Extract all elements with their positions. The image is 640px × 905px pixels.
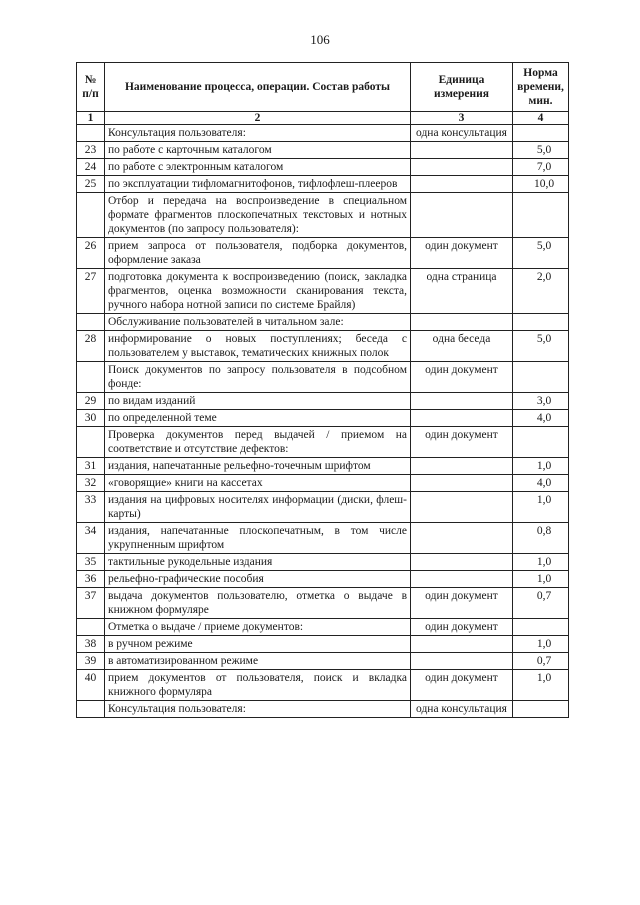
row-description: Консультация пользователя:	[105, 701, 411, 718]
row-number: 37	[77, 588, 105, 619]
table-row	[77, 331, 569, 362]
table-row	[77, 193, 569, 238]
table-row	[77, 269, 569, 314]
table-row	[77, 475, 569, 492]
row-unit: один документ	[411, 427, 513, 458]
row-number	[77, 701, 105, 718]
row-norm: 5,0	[513, 142, 569, 159]
row-description: в ручном режиме	[105, 636, 411, 653]
table-row	[77, 636, 569, 653]
row-norm: 1,0	[513, 670, 569, 701]
header-name: Наименование процесса, операции. Состав работы	[105, 63, 411, 112]
row-norm: 4,0	[513, 410, 569, 427]
row-description: тактильные рукодельные издания	[105, 554, 411, 571]
row-norm: 0,8	[513, 523, 569, 554]
table-row	[77, 142, 569, 159]
row-norm: 1,0	[513, 458, 569, 475]
row-number: 26	[77, 238, 105, 269]
row-number	[77, 193, 105, 238]
column-index: 1	[77, 112, 105, 125]
header-unit: Единица измерения	[411, 63, 513, 112]
table-row	[77, 427, 569, 458]
column-index: 3	[411, 112, 513, 125]
row-description: Отметка о выдаче / приеме документов:	[105, 619, 411, 636]
row-norm: 5,0	[513, 331, 569, 362]
row-number: 25	[77, 176, 105, 193]
table-row	[77, 554, 569, 571]
table-row	[77, 410, 569, 427]
table-row	[77, 159, 569, 176]
column-index: 4	[513, 112, 569, 125]
row-description: в автоматизированном режиме	[105, 653, 411, 670]
row-unit: одна консультация	[411, 125, 513, 142]
row-norm	[513, 619, 569, 636]
row-norm: 1,0	[513, 554, 569, 571]
row-description: по работе с карточным каталогом	[105, 142, 411, 159]
row-number: 34	[77, 523, 105, 554]
row-number: 39	[77, 653, 105, 670]
table-row	[77, 176, 569, 193]
row-number	[77, 125, 105, 142]
row-unit: один документ	[411, 588, 513, 619]
row-unit: одна консультация	[411, 701, 513, 718]
row-number: 40	[77, 670, 105, 701]
table-row	[77, 314, 569, 331]
row-norm: 0,7	[513, 588, 569, 619]
row-description: информирование о новых поступлениях; беседа с пользователем у выставок, тематических книжных полок	[105, 331, 411, 362]
row-unit	[411, 393, 513, 410]
column-index-row	[77, 112, 569, 125]
row-description: прием документов от пользователя, поиск и вкладка книжного формуляра	[105, 670, 411, 701]
row-number	[77, 427, 105, 458]
table-row	[77, 653, 569, 670]
row-norm: 1,0	[513, 492, 569, 523]
row-number: 28	[77, 331, 105, 362]
row-unit	[411, 653, 513, 670]
row-unit	[411, 176, 513, 193]
row-unit	[411, 636, 513, 653]
row-description: издания, напечатанные рельефно-точечным шрифтом	[105, 458, 411, 475]
row-description: по определенной теме	[105, 410, 411, 427]
row-description: Проверка документов перед выдачей / приемом на соответствие и отсутствие дефектов:	[105, 427, 411, 458]
row-norm: 7,0	[513, 159, 569, 176]
row-unit: один документ	[411, 619, 513, 636]
row-unit	[411, 523, 513, 554]
table-body	[77, 125, 569, 718]
row-norm: 10,0	[513, 176, 569, 193]
row-unit	[411, 458, 513, 475]
row-number	[77, 619, 105, 636]
norms-table	[76, 62, 569, 718]
row-number	[77, 314, 105, 331]
row-unit	[411, 142, 513, 159]
row-number: 35	[77, 554, 105, 571]
row-description: издания на цифровых носителях информации (диски, флеш-карты)	[105, 492, 411, 523]
row-unit: одна страница	[411, 269, 513, 314]
row-norm	[513, 362, 569, 393]
table-row	[77, 393, 569, 410]
row-number: 24	[77, 159, 105, 176]
row-norm: 0,7	[513, 653, 569, 670]
table-row	[77, 125, 569, 142]
row-number: 23	[77, 142, 105, 159]
row-number: 38	[77, 636, 105, 653]
row-description: Отбор и передача на воспроизведение в специальном формате фрагментов плоскопечатных текстовых и нотных документов (по запросу пользователя):	[105, 193, 411, 238]
row-description: по видам изданий	[105, 393, 411, 410]
row-unit: одна беседа	[411, 331, 513, 362]
row-norm: 3,0	[513, 393, 569, 410]
row-number: 33	[77, 492, 105, 523]
table-row	[77, 670, 569, 701]
row-norm: 2,0	[513, 269, 569, 314]
table-row	[77, 362, 569, 393]
row-unit: один документ	[411, 670, 513, 701]
table-row	[77, 571, 569, 588]
row-number: 29	[77, 393, 105, 410]
column-index: 2	[105, 112, 411, 125]
row-description: подготовка документа к воспроизведению (поиск, закладка фрагментов, оценка возможности сканирования текста, ручного набора нотной записи по системе Брайля)	[105, 269, 411, 314]
row-unit	[411, 554, 513, 571]
header-norm: Норма времени, мин.	[513, 63, 569, 112]
row-unit	[411, 475, 513, 492]
row-description: рельефно-графические пособия	[105, 571, 411, 588]
row-description: по эксплуатации тифломагнитофонов, тифлофлеш-плееров	[105, 176, 411, 193]
table-row	[77, 619, 569, 636]
row-description: Консультация пользователя:	[105, 125, 411, 142]
row-number: 27	[77, 269, 105, 314]
page-number: 106	[310, 32, 330, 47]
header-num: № п/п	[77, 63, 105, 112]
row-unit: один документ	[411, 238, 513, 269]
row-unit	[411, 492, 513, 523]
table-header-row	[77, 63, 569, 112]
row-unit	[411, 410, 513, 427]
row-description: «говорящие» книги на кассетах	[105, 475, 411, 492]
row-norm	[513, 701, 569, 718]
row-norm	[513, 427, 569, 458]
row-description: по работе с электронным каталогом	[105, 159, 411, 176]
row-norm: 5,0	[513, 238, 569, 269]
row-description: прием запроса от пользователя, подборка документов, оформление заказа	[105, 238, 411, 269]
row-norm	[513, 193, 569, 238]
table-row	[77, 701, 569, 718]
row-description: выдача документов пользователю, отметка о выдаче в книжном формуляре	[105, 588, 411, 619]
row-unit	[411, 314, 513, 331]
row-unit	[411, 193, 513, 238]
row-number: 36	[77, 571, 105, 588]
row-number: 31	[77, 458, 105, 475]
table-row	[77, 523, 569, 554]
row-unit	[411, 159, 513, 176]
row-description: издания, напечатанные плоскопечатным, в том числе укрупненным шрифтом	[105, 523, 411, 554]
row-norm: 1,0	[513, 571, 569, 588]
row-number: 32	[77, 475, 105, 492]
row-unit: один документ	[411, 362, 513, 393]
row-number	[77, 362, 105, 393]
row-description: Обслуживание пользователей в читальном зале:	[105, 314, 411, 331]
row-norm: 4,0	[513, 475, 569, 492]
table-row	[77, 458, 569, 475]
table-row	[77, 588, 569, 619]
table-row	[77, 492, 569, 523]
row-norm: 1,0	[513, 636, 569, 653]
table-row	[77, 238, 569, 269]
row-norm	[513, 314, 569, 331]
row-unit	[411, 571, 513, 588]
row-number: 30	[77, 410, 105, 427]
row-description: Поиск документов по запросу пользователя в подсобном фонде:	[105, 362, 411, 393]
row-norm	[513, 125, 569, 142]
